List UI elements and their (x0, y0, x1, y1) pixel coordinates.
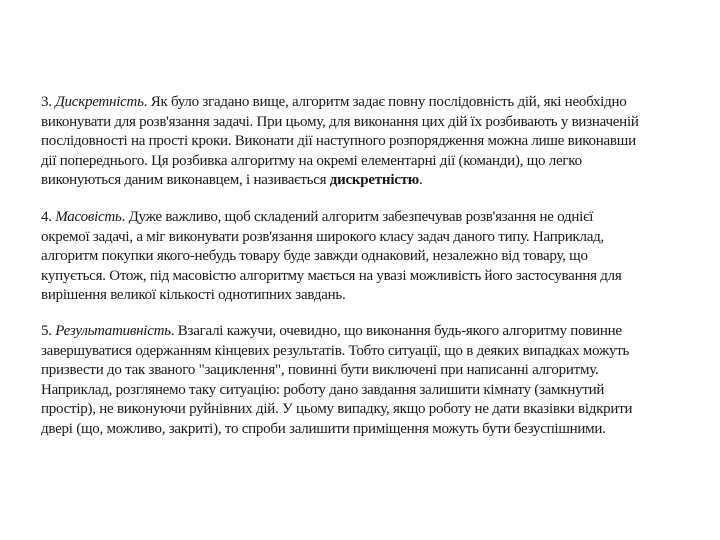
text-line: завершуватися одержанням кінцевих результатів. Тобто ситуації, що в деяких випадках можуть (41, 342, 630, 359)
text-line: окремої задачі, а міг виконувати розв'язання широкого класу задач даного типу. Наприклад, (41, 228, 605, 245)
text: виконуються даним виконавцем, і називається (41, 172, 330, 189)
text-line (41, 171, 639, 191)
text-line: вирішення великої кількості однотипних завдань. (41, 287, 346, 304)
text-line: дії попереднього. Ця розбивка алгоритму на окремі елементарні дії (команди), що легко (41, 152, 582, 169)
text: . Дуже важливо, щоб складений алгоритм забезпечував розв'язання не однієї (121, 209, 594, 225)
item-number: 3. (41, 94, 52, 110)
text-line: Наприклад, розглянемо таку ситуацію: роботу дано завдання залишити кімнату (замкнутий (41, 381, 605, 398)
paragraph-mass-character (41, 208, 622, 306)
text-line: купується. Отож, під масовістю алгоритму мається на увазі можливість його застосування для (41, 267, 622, 284)
term: Дискретність (55, 94, 144, 110)
item-number: 5. (41, 323, 52, 339)
text-line: призвести до так званого "зациклення", повинні бути виключені при написанні алгоритму. (41, 362, 599, 379)
text-line (41, 208, 622, 228)
text-line (41, 93, 639, 113)
text-line (41, 322, 632, 342)
term: Результативність (55, 323, 171, 339)
text: . Взагалі кажучи, очевидно, що виконання будь-якого алгоритму повинне (170, 323, 622, 339)
text-line: алгоритм покупки якого-небудь товару буде завжди однаковий, незалежно від товару, що (41, 248, 588, 265)
term: Масовість (55, 209, 122, 225)
text: . (418, 172, 423, 189)
paragraph-discreteness (41, 93, 639, 191)
bold-term: дискретністю (329, 172, 419, 189)
text-line: двері (що, можливо, закриті), то спроби залишити приміщення можуть бути безуспішними. (41, 420, 606, 437)
text: . Як було згадано вище, алгоритм задає повну послідовність дій, які необхідно (143, 94, 627, 110)
text-line: простір), не виконуючи руйнівних дій. У цьому випадку, якщо роботу не дати вказівки відкрити (41, 401, 633, 418)
item-number: 4. (41, 209, 52, 225)
text-line: послідовності на прості кроки. Виконати дії наступного розпорядження можна лише виконавши (41, 133, 636, 150)
paragraph-effectiveness (41, 322, 632, 440)
text-line: виконувати для розв'язання задачі. При цьому, для виконання цих дій їх розбивають у визначеній (41, 113, 639, 130)
